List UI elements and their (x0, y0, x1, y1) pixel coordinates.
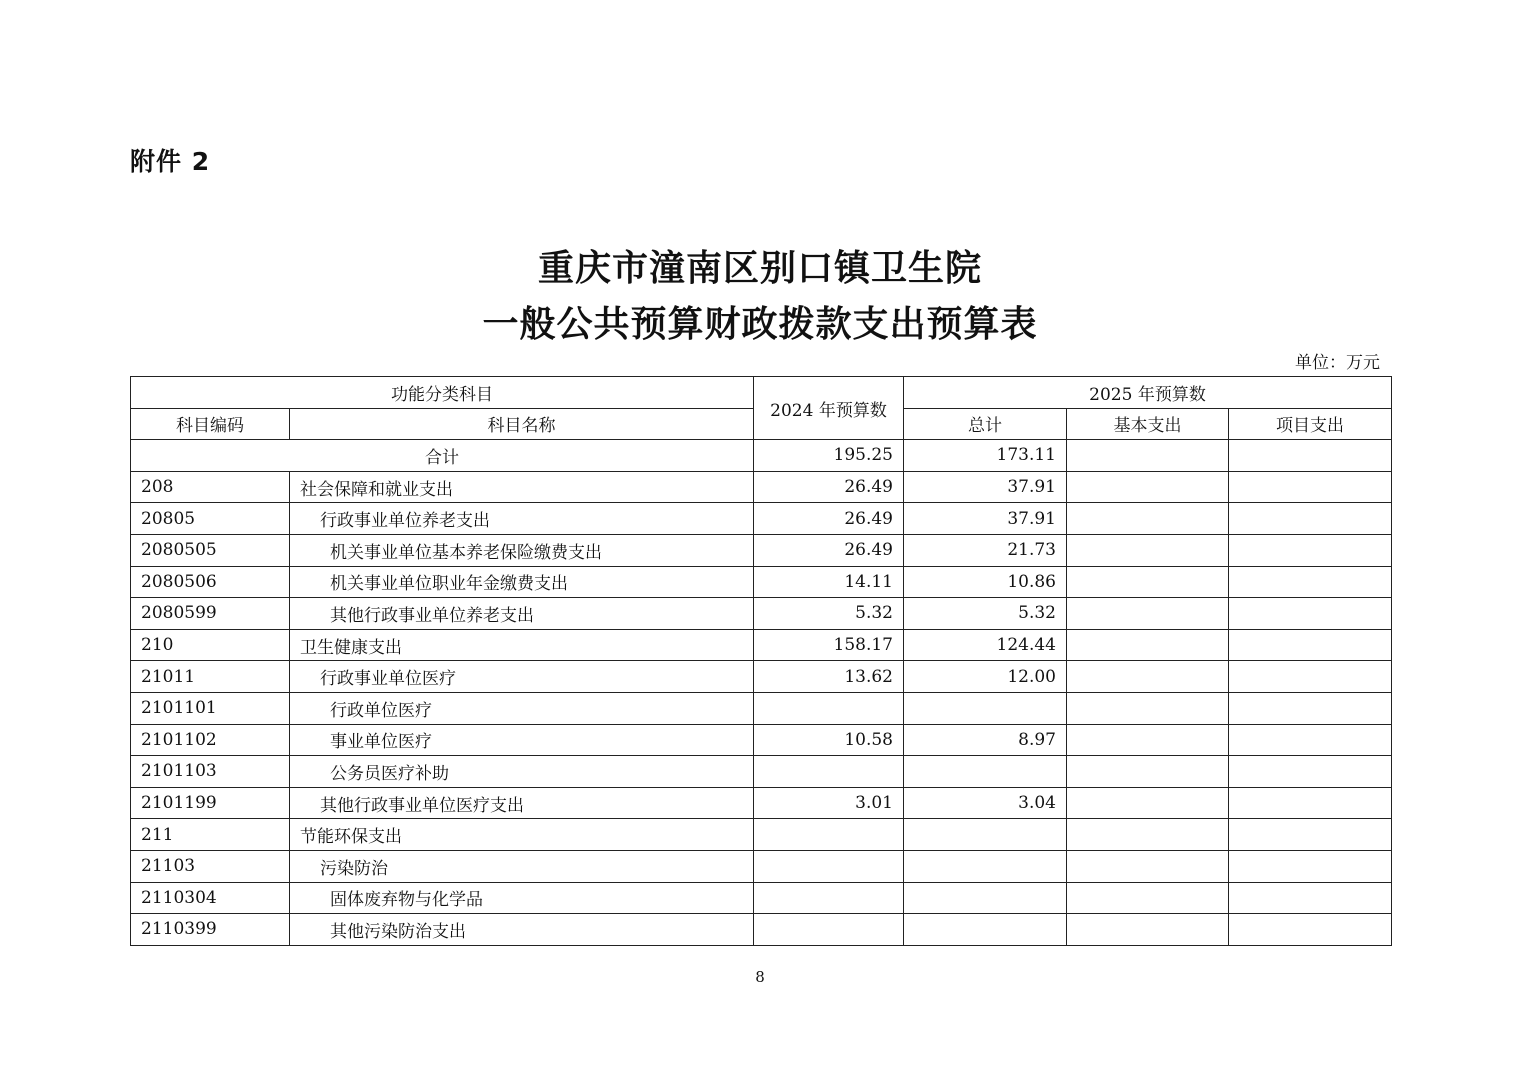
attachment-label: 附件 2 (130, 147, 211, 176)
budget-2024-value (754, 692, 904, 724)
budget-2025-total: 21.73 (904, 534, 1067, 566)
subject-code: 210 (131, 629, 290, 661)
document-title-line2: 一般公共预算财政拨款支出预算表 (482, 303, 1038, 345)
budget-2024-value: 26.49 (754, 534, 904, 566)
subject-name: 卫生健康支出 (290, 629, 754, 661)
subject-name: 行政单位医疗 (290, 692, 754, 724)
unit-label: 单位：万元 (1295, 353, 1380, 373)
budget-2025-project (1229, 598, 1392, 630)
budget-2024-value (754, 850, 904, 882)
budget-2024-value: 13.62 (754, 661, 904, 693)
subject-name: 事业单位医疗 (290, 724, 754, 756)
budget-2024-value (754, 914, 904, 946)
budget-2025-total: 8.97 (904, 724, 1067, 756)
subject-name: 污染防治 (290, 850, 754, 882)
budget-2025-total (904, 882, 1067, 914)
budget-2025-project (1229, 819, 1392, 851)
subject-name: 其他行政事业单位养老支出 (290, 598, 754, 630)
budget-2025-basic (1067, 692, 1229, 724)
table-row (131, 914, 1392, 946)
header-project: 项目支出 (1229, 408, 1392, 440)
table-row (131, 598, 1392, 630)
subject-name: 机关事业单位基本养老保险缴费支出 (290, 534, 754, 566)
budget-2025-basic (1067, 534, 1229, 566)
table-row (131, 471, 1392, 503)
budget-2025-project (1229, 692, 1392, 724)
header-budget-2025: 2025 年预算数 (904, 377, 1392, 409)
table-row (131, 756, 1392, 788)
budget-2025-total (904, 914, 1067, 946)
subject-code: 2080599 (131, 598, 290, 630)
subject-code: 20805 (131, 503, 290, 535)
budget-2025-total: 3.04 (904, 787, 1067, 819)
budget-2025-total (904, 850, 1067, 882)
table-row (131, 534, 1392, 566)
budget-2024-value (754, 819, 904, 851)
subject-code: 21103 (131, 850, 290, 882)
budget-2025-basic (1067, 850, 1229, 882)
header-functional: 功能分类科目 (131, 377, 754, 409)
subject-name: 公务员医疗补助 (290, 756, 754, 788)
table-row (131, 661, 1392, 693)
budget-2025-project (1229, 724, 1392, 756)
budget-2024-value (754, 882, 904, 914)
budget-2024-value: 5.32 (754, 598, 904, 630)
subject-code: 2101199 (131, 787, 290, 819)
budget-2025-basic (1067, 629, 1229, 661)
total-label: 合计 (131, 440, 754, 472)
header-basic: 基本支出 (1067, 408, 1229, 440)
budget-2025-project (1229, 566, 1392, 598)
total-project (1229, 440, 1392, 472)
budget-2024-value (754, 756, 904, 788)
budget-2025-basic (1067, 566, 1229, 598)
subject-code: 211 (131, 819, 290, 851)
total-row (131, 440, 1392, 472)
subject-code: 2080506 (131, 566, 290, 598)
subject-name: 其他行政事业单位医疗支出 (290, 787, 754, 819)
budget-2025-basic (1067, 914, 1229, 946)
budget-2025-total: 37.91 (904, 503, 1067, 535)
header-row-1 (131, 377, 1392, 409)
budget-2025-basic (1067, 503, 1229, 535)
budget-2025-project (1229, 471, 1392, 503)
budget-table (130, 376, 1392, 946)
total-basic (1067, 440, 1229, 472)
budget-2025-basic (1067, 756, 1229, 788)
header-total: 总计 (904, 408, 1067, 440)
table-row (131, 850, 1392, 882)
budget-2025-basic (1067, 598, 1229, 630)
subject-name: 节能环保支出 (290, 819, 754, 851)
table-row (131, 882, 1392, 914)
subject-name: 社会保障和就业支出 (290, 471, 754, 503)
subject-code: 208 (131, 471, 290, 503)
budget-2025-basic (1067, 661, 1229, 693)
total-budget-2024: 195.25 (754, 440, 904, 472)
budget-2025-basic (1067, 724, 1229, 756)
budget-2025-total: 124.44 (904, 629, 1067, 661)
subject-name: 机关事业单位职业年金缴费支出 (290, 566, 754, 598)
budget-2025-project (1229, 661, 1392, 693)
budget-2025-project (1229, 534, 1392, 566)
budget-2025-project (1229, 787, 1392, 819)
page-number: 8 (755, 968, 765, 986)
subject-name: 固体废弃物与化学品 (290, 882, 754, 914)
budget-2025-basic (1067, 819, 1229, 851)
budget-2024-value: 14.11 (754, 566, 904, 598)
budget-2025-total: 12.00 (904, 661, 1067, 693)
budget-2025-project (1229, 914, 1392, 946)
subject-name: 其他污染防治支出 (290, 914, 754, 946)
subject-code: 2101102 (131, 724, 290, 756)
subject-code: 2101101 (131, 692, 290, 724)
subject-code: 2110304 (131, 882, 290, 914)
budget-2025-basic (1067, 471, 1229, 503)
subject-name: 行政事业单位养老支出 (290, 503, 754, 535)
subject-code: 21011 (131, 661, 290, 693)
table-row (131, 787, 1392, 819)
budget-2025-project (1229, 756, 1392, 788)
header-name: 科目名称 (290, 408, 754, 440)
budget-2025-total: 10.86 (904, 566, 1067, 598)
header-code: 科目编码 (131, 408, 290, 440)
table-row (131, 629, 1392, 661)
budget-2025-basic (1067, 787, 1229, 819)
budget-2024-value: 26.49 (754, 471, 904, 503)
table-row (131, 819, 1392, 851)
table-row (131, 566, 1392, 598)
table-row (131, 692, 1392, 724)
total-total: 173.11 (904, 440, 1067, 472)
budget-2025-project (1229, 882, 1392, 914)
budget-2024-value: 26.49 (754, 503, 904, 535)
subject-code: 2110399 (131, 914, 290, 946)
budget-2025-basic (1067, 882, 1229, 914)
budget-2025-total: 5.32 (904, 598, 1067, 630)
header-budget-2024: 2024 年预算数 (754, 377, 904, 440)
subject-code: 2101103 (131, 756, 290, 788)
budget-2025-project (1229, 850, 1392, 882)
document-title-line1: 重庆市潼南区别口镇卫生院 (537, 247, 982, 289)
budget-table-body (131, 377, 1392, 946)
budget-2025-total: 37.91 (904, 471, 1067, 503)
table-row (131, 724, 1392, 756)
budget-2025-total (904, 819, 1067, 851)
budget-2025-total (904, 756, 1067, 788)
budget-2024-value: 158.17 (754, 629, 904, 661)
budget-2025-project (1229, 503, 1392, 535)
budget-2025-total (904, 692, 1067, 724)
budget-2024-value: 10.58 (754, 724, 904, 756)
subject-code: 2080505 (131, 534, 290, 566)
table-row (131, 503, 1392, 535)
budget-2025-project (1229, 629, 1392, 661)
subject-name: 行政事业单位医疗 (290, 661, 754, 693)
budget-2024-value: 3.01 (754, 787, 904, 819)
